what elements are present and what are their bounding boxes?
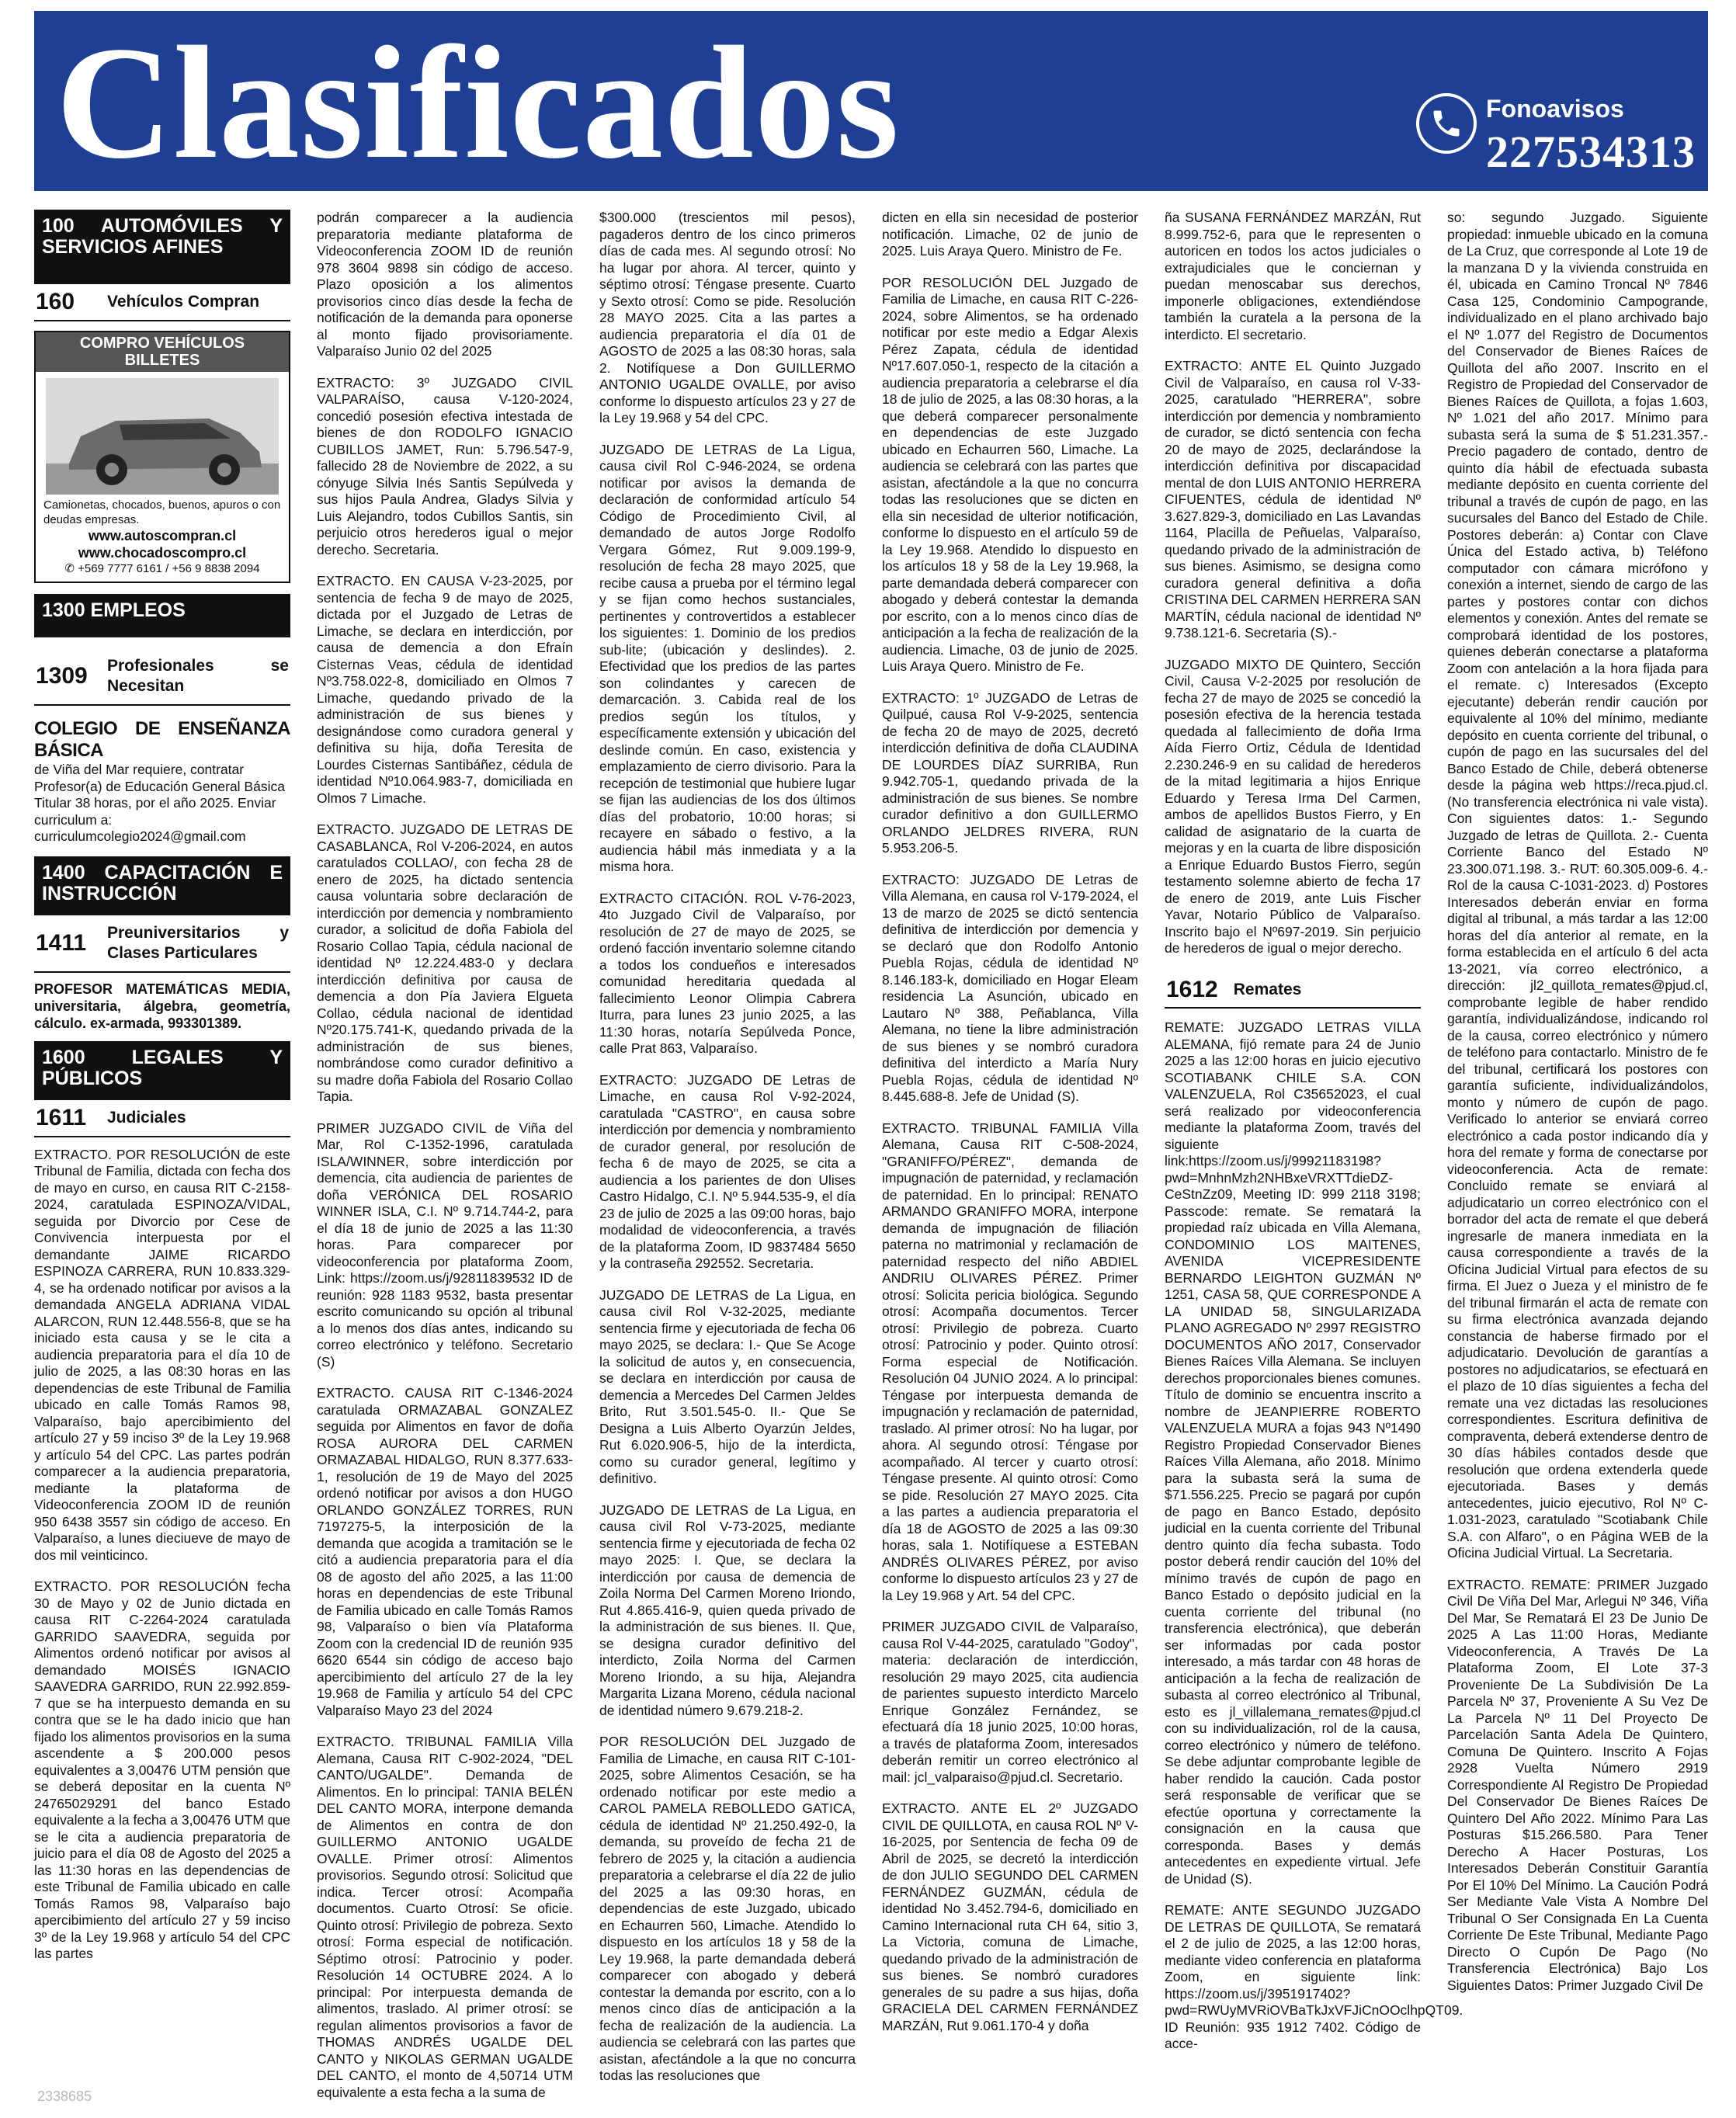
notice-text: EXTRACTO: JUZGADO DE Letras de Limache, en causa Rol V-92-2024, caratulada "CASTRO", en causa sobre interdicción por demencia y nombramiento de curador general, por resolución de fecha 6 de mayo de 2025, se cita a audiencia a los parientes de don Ulises Castro Hidalgo, C.I. Nº 5.944.535-9, el día 23 de julio de 2025 a las 09:00 horas, bajo modalidad de videoconferencia, a través de la plataforma Zoom, ID 9837484 5650 y la contraseña 292552. Secretaria.: [599, 1071, 856, 1271]
notice-text: EXTRACTO: ANTE EL Quinto Juzgado Civil de Valparaíso, en causa rol V-33-2025, caratulado "HERRERA", sobre interdicción por demencia y nombramiento de curador, se dictó sentencia con fecha 20 de mayo de 2025, declarándose la interdicción definitiva por discapacidad mental de don LUIS ANTONIO HERRERA CIFUENTES, cédula de identidad Nº 3.627.829-3, domiciliado en Las Lavandas 1164, Placilla de Peñuelas, Valparaíso, quedando privado de la administración de sus bienes. Asimismo, se designa como curadora general definitiva a doña CRISTINA DEL CARMEN HERRERA SAN MARTÍN, cédula nacional de identidad Nº 9.738.121-6. Secretaria (S).-: [1165, 358, 1421, 641]
column-3: [599, 210, 856, 2082]
notice-text: JUZGADO DE LETRAS de La Ligua, causa civil Rol C-946-2024, se ordena notificar por avisos la demanda de declaración de conformidad artículo 54 Código de Procedimiento Civil, al demandado de autos Jorge Rodolfo Vergara Gómez, Rut 9.009.199-9, resolución de fecha 28 mayo 2025, que recibe causa a prueba por el término legal y se fijan como hechos sustanciales, pertinentes y controvertidos a establecer los siguientes: 1. Dominio de los predios sub-lite; (ubicación y deslindes). 2. Efectividad que los predios de las partes son colindantes y carecen de demarcación. 3. Cabida real de los predios según los títulos, y específicamente extensión y ubicación del deslinde común. En caso, existencia y emplazamiento de cierro divisorio. Para la recepción de testimonial que hubiere lugar se fijan las audiencias de los dos últimos días del probatorio, 10:00 horas; si recayere en sábado o festivo, a la audiencia hábil más inmediata y a la misma hora.: [599, 441, 856, 874]
notice-text: so: segundo Juzgado. Siguiente propiedad: inmueble ubicado en la comuna de La Cruz, que corresponde al Lote 19 de la manzana D y la vivienda construida en él, ubicada en Camino Troncal Nº 7846 Casa 125, Condominio Campogrande, individualizado en el plano archivado bajo el Nº 1.077 del Registro de Documentos del Conservador de Bienes Raíces de Quillota del año 2007. Inscrito en el Registro de Propiedad del Conservador de Bienes Raíces de Quillota, a fojas 1.603, Nº 1.021 del año 2017. Mínimo para subasta será la suma de $ 51.231.357.- Precio pagadero de contado, dentro de quinto día hábil de efectuada subasta mediante depósito en cuenta corriente del tribunal a través de cupón de pago, en las sucursales del Banco del Estado de Chile. Postores deberán: a) Contar con Clave Única del Estado activa, b) Teléfono computador con cámara micrófono y conexión a internet, siendo de cargo de las partes y postores contar con dichos elementos y conexión. Antes del remate se comprobará identidad de los postores, quienes deberán conectarse a plataforma Zoom con antelación a la hora fijada para el remate. c) Interesados (Excepto ejecutante) deberán rendir caución por equivalente al 10% del mínimo, mediante depósito en cuenta corriente del tribunal, o cupón de pago en las sucursales del del Banco Estado de Chile, deberá obtenerse desde la página web https://reca.pjud.cl. (No transferencia electrónica ni vale vista). Con siguientes datos: 1.- Segundo Juzgado de letras de Quillota. 2.- Cuenta Corriente Banco del Estado Nº 23.300.071.198. 3.- RUT: 60.305.009-6. 4.- Rol de la causa C-1031-2023. d) Postores Interesados deberán enviar en forma digital al tribunal, a más tardar a las 12:00 horas del día anterior al remate, en la forma establecida en el artículo 6 del acta 13-2021, vía correo electrónico, a dirección: jl2_quillota_remates@pjud.cl, comprobante legible de haber rendido garantía, individualizándose, indicando rol de la causa, correo electrónico y número de teléfono para contactarlo. Ministro de fe del tribunal, certificará los postores con garantía suficiente, individualizándolos, monto y número de cupón de pago. Verificado lo anterior se enviará correo electrónico a cada postor indicando día y hora del remate y forma de conectarse por videoconferencia. Acta de remate: Concluido remate se enviará al adjudicatario un correo electrónico con el borrador del acta de remate el que deberá ingresarle de manera inmediata en la causa correspondiente a través de la Oficina Judicial Virtual para efectos de su firma. El Juez o Jueza y el ministro de fe del tribunal firmarán el acta de remate con su firma electrónica avanzada dejando constancia de haberse firmado por el adjudicatario. Devolución de garantías a postores no adjudicatarios, se efectuará en el plazo de 10 días siguientes a fecha del remate una vez dictadas las resoluciones correspondientes. Escritura definitiva de compraventa, deberá extenderse dentro de 30 días hábiles contados desde que resolución que ordena extenderla quede ejecutoriada. Bases y demás antecedentes, juicio ejecutivo, Rol Nº C-1.031-2023, caratulado "Scotiabank Chile S.A. con Alfaro", o en Página WEB de la Oficina Judicial Virtual. La Secretaria.: [1447, 210, 1708, 1561]
column-5: [1165, 210, 1463, 2082]
notice-text: EXTRACTO. POR RESOLUCIÓN fecha 30 de Mayo y 02 de Junio dictada en causa RIT C-2264-2024 caratulada GARRIDO SAAVEDRA, seguida por Alimentos ordenó notificar por avisos al demandado MOISÉS IGNACIO SAAVEDRA GARRIDO, RUN 22.992.859-7 que se ha interpuesto demanda en su contra que se le ha dado inicio que han fijado los alimentos provisorios en la suma ascendente a $ 200.000 pesos equivalentes a 3,00476 UTM pensión que se deberá depositar en la cuenta Nº 24765029291 del banco Estado equivalente a la fecha a 3,00476 UTM que se le cita a audiencia preparatoria de juicio para el día 08 de Agosto del 2025 a las 11:30 horas en las dependencias de este Tribunal de Familia ubicado en calle Tomás Ramos 98, Valparaíso bajo apercibimiento del artículo 27 y 59 inciso 3º de la Ley 19.968 y artículo 54 del CPC las partes: [34, 1578, 290, 1961]
subsection-number: 1411: [36, 929, 87, 956]
ad-caption: Camionetas, chocados, buenos, apuros o con deudas empresas.: [43, 498, 281, 526]
subsection-1309: [34, 648, 290, 706]
notice-text: REMATE: ANTE SEGUNDO JUZGADO DE LETRAS DE QUILLOTA, Se rematará el 2 de julio de 2025, a las 12:00 horas, mediante video conferencia en plataforma Zoom, en siguiente link: https://zoom.us/j/3951917402?pwd=RWUyMVRiOVBaTkJxVFJiCnOOclhpQT09. ID Reunión: 935 1912 7402. Código de acce-: [1165, 1902, 1463, 2051]
notice-text: JUZGADO DE LETRAS de La Ligua, en causa civil Rol V-32-2025, mediante sentencia firme y ejecutoriada de fecha 06 mayo 2025, se declara: I.- Que Se Acoge la solicitud de autos y, en consecuencia, se declara en interdicción por causa de demencia a Mercedes Del Carmen Jeldes Brito, Rut 3.501.545-0. II.- Que Se Designa a Luis Alberto Oyarzún Jeldes, Rut 6.020.906-5, hijo de la interdicta, como su curador general, legítimo y definitivo.: [599, 1286, 856, 1486]
subsection-label: Preuniversitarios y Clases Particulares: [107, 923, 289, 962]
notice-text: EXTRACTO. JUZGADO DE LETRAS DE CASABLANCA, Rol V-206-2024, en autos caratulados COLLAO/, con fecha 28 de enero de 2025, ha dictado sentencia causa voluntaria sobre declaración de interdicción por demencia y nombramiento curador, a solicitud de doña Fabiola del Rosario Collao Tapia, cédula nacional de identidad Nº 12.224.483-0 y declara interdicción definitiva por causa de demencia a don Pía Javiera Elgueta Collao, cédula nacional de identidad Nº20.175.741-K, quedando privada de la administración de sus bienes, nombrándose como curador definitivo a su madre doña Fabiola del Rosario Collao Tapia.: [317, 821, 573, 1104]
notice-text: EXTRACTO: 3º JUZGADO CIVIL VALPARAÍSO, causa V-120-2024, concedió posesión efectiva intestada de bienes de don RODOLFO IGNACIO CUBILLOS JAMET, Run: 5.796.547-9, fallecido 28 de Noviembre de 2022, a su cónyuge Silvia Inés Santis Sepúlveda y sus hijos Paula Andrea, Gladys Silvia y Luis Alejandro, todos Cubillos Santis, sin perjuicio otros herederos igual o mejor derecho. Secretaria.: [317, 374, 573, 557]
notice-text: EXTRACTO: 1º JUZGADO de Letras de Quilpué, causa Rol V-9-2025, sentencia de fecha 20 de mayo de 2025, decretó interdicción definitiva de doña CLAUDINA DE LOURDES DÍAZ SURRIBA, Run 9.942.705-1, quedando privada de la administración de sus bienes. Se nombre curador definitivo a don GUILLERMO ORLANDO JELDRES RIVERA, RUN 5.953.206-5.: [882, 689, 1138, 856]
section-1600-header: 1600 LEGALES Y PÚBLICOS: [34, 1041, 290, 1100]
notice-text: podrán comparecer a la audiencia preparatoria mediante plataforma de Videoconferencia ZOOM ID de reunión 978 3604 9898 sin código de acceso. Plazo oposición a los alimentos provisorios cinco días desde la fecha de notificación de la demanda para oponerse al monto fijado provisoriamente. Valparaíso Junio 02 del 2025: [317, 210, 573, 359]
subsection-1411: [34, 915, 290, 973]
column-1: [34, 210, 290, 2082]
ad-colegio-headline: COLEGIO DE ENSEÑANZA BÁSICA: [34, 718, 290, 761]
fonoavisos-number[interactable]: 227534313: [1486, 127, 1696, 177]
notice-text: EXTRACTO. POR RESOLUCIÓN de este Tribunal de Familia, dictada con fecha dos de mayo en curso, en causa RIT C-2158-2024, caratulada ESPINOZA/VIDAL, seguida por Divorcio por Cese de Convivencia interpuesta por el demandante JAIME RICARDO ESPINOZA CARRERA, RUN 10.833.329-4, se ha ordenado notificar por avisos a la demandada ANGELA ADRIANA VIDAL ALARCON, RUN 12.448.556-8, que se ha iniciado esta causa y se le cita a audiencia preparatoria para el día 10 de julio de 2025, a las 08:30 horas en las dependencias de este Tribunal de Familia ubicado en calle Tomás Ramos 98, Valparaíso, bajo apercibimiento del artículo 27 y 59 inciso 3º de la Ley 19.968 y artículo 54 del CPC. Las partes podrán comparecer a la audiencia preparatoria, mediante la plataforma de Videoconferencia ZOOM ID de reunión 950 6438 3557 sin código de acceso. En Valparaíso, a lunes dieciueve de mayo de dos mil veinticinco.: [34, 1146, 290, 1563]
ad-profesor: PROFESOR MATEMÁTICAS MEDIA, universitaria, álgebra, geometría, cálculo. ex-armada, 993301389.: [34, 981, 290, 1031]
notice-text: ña SUSANA FERNÁNDEZ MARZÁN, Rut 8.999.752-6, para que le representen o autoricen en todos los actos judiciales o extrajudiciales que le conciernan y puedan menoscabar sus derechos, imponerle obligaciones, extendiéndose también la curatela a la persona de la interdicto. El secretario.: [1165, 210, 1421, 342]
notice-text: PRIMER JUZGADO CIVIL de Valparaíso, causa Rol V-44-2025, caratulado "Godoy", materia: declaración de interdicción, resolución 29 mayo 2025, cita audiencia de parientes supuesto interdicto Marcelo Enrique González Fernández, se efectuará día 18 junio 2025, 10:00 horas, a través de plataforma Zoom, interesados deberán remitir un correo electrónico al mail: jcl_valparaiso@pjud.cl. Secretario.: [882, 1619, 1138, 1785]
column-6: [1447, 210, 1708, 2082]
notice-text: PRIMER JUZGADO CIVIL de Viña del Mar, Rol C-1352-1996, caratulada ISLA/WINNER, sobre interdicción por demencia, cita audiencia de parientes de doña VERÓNICA DEL ROSARIO WINNER ISLA, C.I. Nº 9.714.744-2, para el día 18 de junio de 2025 a las 11:30 horas. Para comparecer por videoconferencia por plataforma Zoom, Link: https://zoom.us/j/92811839532 ID de reunión: 928 1183 9532, basta presentar escrito comunicando su opción al tribunal a lo menos dos días antes, indicando su correo electrónico y teléfono. Secretario (S): [317, 1120, 573, 1370]
subsection-label: Judiciales: [107, 1108, 186, 1127]
ad-phones: ✆ +569 7777 6161 / +56 9 8838 2094: [64, 562, 260, 575]
subsection-1612: [1165, 972, 1421, 1009]
page-title: Clasificados: [56, 13, 900, 192]
section-100-header: 100 AUTOMÓVILES Y SERVICIOS AFINES: [34, 210, 290, 284]
section-1400-header: 1400 CAPACITACIÓN E INSTRUCCIÓN: [34, 856, 290, 915]
page-id-watermark: 2338685: [37, 2088, 92, 2104]
subsection-number: 1611: [36, 1104, 87, 1130]
notice-text: $300.000 (trescientos mil pesos), pagaderos dentro de los cinco primeros días de cada mes. Al segundo otrosí: No ha lugar por ahora. Al tercer, quinto y séptimo otrosí: Téngase presente. Cuarto y Sexto otrosí: Como se pide. Resolución 28 MAYO 2025. Cita a las partes a audiencia preparatoria el día 01 de AGOSTO de 2025 a las 08:30 horas, sala 2. Notifíquese a Don GUILLERMO ANTONIO UGALDE OVALLE, por aviso conforme lo dispuesto artículos 23 y 27 de la Ley 19.968 y 54 del CPC.: [599, 210, 856, 425]
section-1300-header: 1300 EMPLEOS: [34, 594, 290, 637]
notice-text: EXTRACTO: JUZGADO DE Letras de Villa Alemana, en causa rol V-179-2024, el 13 de marzo de 2025 se dictó sentencia definitiva de interdicción por demencia y se declaró que don Rodolfo Antonio Puebla Rojas, cédula de identidad Nº 8.146.183-k, domiciliado en Hogar Eleam residencia La Asunción, ubicado en Lautaro Nº 388, Peñablanca, Villa Alemana, no tiene la libre administración de sus bienes y se nombró curadora definitiva del interdicto a María Nury Puebla Rojas, cédula de identidad Nº 8.445.688-8. Jefe de Unidad (S).: [882, 871, 1138, 1104]
phone-icon: [1416, 93, 1477, 154]
notice-text: EXTRACTO. CAUSA RIT C-1346-2024 caratulada ORMAZABAL GONZALEZ seguida por Alimentos en favor de doña ROSA AURORA DEL CARMEN ORMAZABAL HIDALGO, RUN 8.377.633-1, resolución de 19 de Mayo del 2025 ordenó notificar por avisos a don HUGO ORLANDO GONZÁLEZ TORRES, RUN 7197275-5, la interposición de la demanda que acogida a tramitación se le citó a audiencia preparatoria para el día 08 de agosto del año 2025, a las 11:00 horas en dependencias de este Tribunal de Familia ubicado en calle Tomás Ramos 98, Valparaíso o bien vía Plataforma Zoom con la credencial ID de reunión 935 6620 6544 sin código de acceso bajo apercibimiento del artículo 27 de la ley 19.968 de Familia y artículo 54 del CPC Valparaíso Mayo 23 del 2024: [317, 1385, 573, 1718]
subsection-number: 1309: [36, 663, 88, 689]
subsection-number: 1612: [1166, 976, 1218, 1002]
notice-text: REMATE: JUZGADO LETRAS VILLA ALEMANA, fijó remate para 24 de Junio 2025 a las 12:00 horas en juicio ejecutivo SCOTIABANK CHILE S.A. CON VALENZUELA, Rol C35652023, el cual será realizado por videoconferencia mediante la plataforma Zoom, través del siguiente link:https://zoom.us/j/99921183198?pwd=MnhnMzh2NHBxeVRXTTdieDZ-CeStnZz09, Meeting ID: 999 2118 3198; Passcode: remate. Se rematará la propiedad raíz ubicada en Villa Alemana, CONDOMINIO LOS MAITENES, AVENIDA VICEPRESIDENTE BERNARDO LEIGHTON GUZMÁN Nº 1251, CASA 58, QUE CORRESPONDE A LA UNIDAD 58, SINGULARIZADA PLANO AGREGADO Nº 2997 REGISTRO DOCUMENTOS AÑO 2017, Conservador Bienes Raíces Villa Alemana. Se incluyen derechos proporcionales bienes comunes. Título de dominio se encuentra inscrito a nombre de JEANPIERRE ROBERTO VALENZUELA MURA a fojas 943 Nº1490 Registro Propiedad Conservador Bienes Raíces Villa Alemana, año 2018. Mínimo para la subasta será la suma de $71.556.225. Precio se pagará por cupón de pago en Banco Estado, depósito judicial en la cuenta corriente del Tribunal dentro quinto día fecha subasta. Todo postor deberá rendir caución del 10% del mínimo través de cupón de pago en Banco Estado o depósito judicial en la cuenta corriente del tribunal (no transferencia electrónica), que deberán ser informadas por cada postor interesado, a más tardar con 48 horas de anticipación a la fecha de realización de subasta al correo electrónico al Tribunal, esto es jl_villalemana_remates@pjud.cl con su individualización, rol de la causa, correo electrónico y número de teléfono. Se debe adjuntar comprobante legible de haber rendido la caución. Cada postor será responsable de verificar que se efectúe oportuna y correctamente la consignación en la causa que corresponda. Bases y demás antecedentes en expediente virtual. Jefe de Unidad (S).: [1165, 1019, 1421, 1887]
notice-text: EXTRACTO. TRIBUNAL FAMILIA Villa Alemana, Causa RIT C-902-2024, "DEL CANTO/UGALDE". Demanda de Alimentos. En lo principal: TANIA BELÉN DEL CANTO MORA, interpone demanda de Alimentos en contra de don GUILLERMO ANTONIO UGALDE OVALLE. Primer otrosí: Alimentos provisorios. Segundo otrosí: Solicitud que indica. Tercer otrosí: Acompaña documentos. Cuarto Otrosí: Se oficie. Quinto otrosí: Privilegio de pobreza. Sexto otrosí: Forma especial de notificación. Séptimo otrosí: Patrocinio y poder. Resolución 14 OCTUBRE 2024. A lo principal: Por interpuesta demanda de alimentos, traslado. Al primer otrosí: se regulan alimentos provisorios a favor de THOMAS ANDRÉS UGALDE DEL CANTO y NIKOLAS GERMAN UGALDE DEL CANTO, el monto de 4,50714 UTM equivalente a esta fecha a la suma de: [317, 1734, 573, 2100]
ad-website-2[interactable]: www.chocadoscompro.cl: [78, 545, 247, 561]
subsection-label: Profesionales se Necesitan: [107, 657, 289, 695]
notice-text: JUZGADO MIXTO DE Quintero, Sección Civil, Causa V-2-2025 por resolución de fecha 27 de mayo de 2025 se concedió la posesión efectiva de la herencia testada quedada al fallecimiento de doña Irma Aída Fierro Ortiz, Cédula de Identidad 2.230.246-9 en su calidad de herederos de la mitad legitimaria a hijos Enrique Eduardo y Teresa Irma Del Carmen, ambos de apellidos Bustos Fierro, y En calidad de asignatario de la cuarta de mejoras y en la cuarta de libre disposición a Enrique Eduardo Bustos Fierro, según testamento solemne abierto de fecha 17 de enero de 2019, ante Luis Fischer Yavar, Notario Público de Valparaíso. Inscrito bajo el Nº697-2019. Sin perjuicio de herederos de igual o mejor derecho.: [1165, 656, 1421, 956]
column-2: [317, 210, 573, 2100]
ad-website-1[interactable]: www.autoscompran.cl: [88, 528, 237, 543]
notice-text: dicten en ella sin necesidad de posterior notificación. Limache, 02 de junio de 2025. Luis Araya Quero. Ministro de Fe.: [882, 210, 1138, 259]
column-4: [882, 210, 1138, 2082]
ad-compro-vehiculos: [34, 331, 290, 583]
subsection-label: Remates: [1233, 980, 1302, 998]
notice-text: POR RESOLUCIÓN DEL Juzgado de Familia de Limache, en causa RIT C-101-2025, sobre Alimentos Cesación, se ha ordenado notificar por este medio a CAROL PAMELA REBOLLEDO GATICA, cédula de identidad Nº 21.250.492-0, la demanda, su proveído de fecha 21 de febrero de 2025 y, la citación a audiencia preparatoria a celebrarse el día 22 de julio del 2025 a las 09:30 horas, en dependencias de este Juzgado, ubicado en Echaurren 560, Limache. Atendido lo dispuesto en los artículos 18 y 58 de la Ley 19.968, la parte demandada deberá comparecer con abogado y deberá contestar la demanda por escrito, con a lo menos cinco días de anticipación a la fecha de realización de la audiencia. La audiencia se celebrará con las partes que asistan, afectándole a la que no concurra todas las resoluciones que: [599, 1734, 856, 2083]
notice-text: EXTRACTO. EN CAUSA V-23-2025, por sentencia de fecha 9 de mayo de 2025, dictada por el Juzgado de Letras de Limache, se declara en interdicción, por causa de demencia a don Efraín Cisternas Veas, cédula de identidad Nº3.758.022-8, domiciliado en Olmos 7 Limache, quedando privado de la administración de sus bienes y designándose como curadora general y definitiva su hija, doña Teresita de Lourdes Cisternas Santibáñez, cédula de identidad Nº10.064.983-7, domiciliada en Olmos 7 Limache.: [317, 573, 573, 806]
header-banner: [34, 11, 1708, 191]
subsection-number: 160: [36, 289, 75, 315]
subsection-1611: [34, 1100, 290, 1137]
notice-text: POR RESOLUCIÓN DEL Juzgado de Familia de Limache, en causa RIT C-226-2024, sobre Alimentos, se ha ordenado notificar por este medio a Edgar Alexis Pérez Zapata, cédula de identidad Nº17.607.050-1, respecto de la citación a audiencia preparatoria a celebrarse el día 18 de julio de 2025, a las 08:30 horas, a la que deberá comparecer personalmente en dependencias de este Juzgado ubicado en Echaurren 560, Limache. La audiencia se celebrará con las partes que asistan, afectándole a la que no concurra todas las resoluciones que se dicten en ella sin necesidad de ulterior notificación, conforme lo dispuesto en el artículo 59 de la Ley 19.968. Atendido lo dispuesto en los artículos 18 y 58 de la Ley 19.968, la parte demandada deberá comparecer con abogado y deberá contestar la demanda por escrito, con a lo menos cinco días de anticipación a la fecha de realización de la audiencia. Limache, 03 de junio de 2025. Luis Araya Quero. Ministro de Fe.: [882, 274, 1138, 674]
fonoavisos-label: Fonoavisos: [1486, 95, 1624, 123]
subsection-160: [34, 284, 290, 321]
ad-headline: COMPRO VEHÍCULOS BILLETES: [36, 332, 289, 372]
ad-colegio-body: de Viña del Mar requiere, contratar Profesor(a) de Educación General Básica Titular 38 horas, por el año 2025. Enviar curriculum a: curriculumcolegio2024@gmail.com: [34, 762, 285, 844]
notice-text: EXTRACTO. TRIBUNAL FAMILIA Villa Alemana, Causa RIT C-508-2024, "GRANIFFO/PÉREZ", demanda de impugnación de paternidad, y reclamación de paternidad. En lo principal: RENATO ARMANDO GRANIFFO MORA, interpone demanda de impugnación de filiación paterna no matrimonial y reclamación de paternidad respecto del niño ABDIEL ANDRIU OLIVARES PÉREZ. Primer otrosí: Solicita pericia biológica. Segundo otrosí: Acompaña documentos. Tercer otrosí: Privilegio de pobreza. Cuarto otrosí: Patrocinio y poder. Quinto otrosí: Forma especial de Notificación. Resolución 04 JUNIO 2024. A lo principal: Téngase por interpuesta demanda de impugnación y reclamación de paternidad, traslado. Al primer otrosí: No ha lugar, por ahora. Al segundo otrosí: Téngase por acompañado. Al tercer y cuarto otrosí: Téngase presente. Al quinto otrosí: Como se pide. Resolución 27 MAYO 2025. Cita a las partes a audiencia preparatoria el día 18 de AGOSTO de 2025 a las 09:30 horas, sala 1. Notifíquese a ESTEBAN ANDRÉS OLIVARES PÉREZ, por aviso conforme lo dispuesto artículos 23 y 27 de la Ley 19.968 y Art. 54 del CPC.: [882, 1120, 1138, 1603]
notice-text: EXTRACTO CITACIÓN. ROL V-76-2023, 4to Juzgado Civil de Valparaíso, por resolución de 27 de mayo de 2025, se ordenó facción inventario solemne citando a todos los condueños e interesados comunidad hereditaria quedada al fallecimiento Leonor Olimpia Cabrera Iturra, para lunes 23 junio 2025, a las 11:30 horas, notaría Sepúlveda Ponce, calle Prat 863, Valparaíso.: [599, 890, 856, 1056]
notice-text: EXTRACTO. ANTE EL 2º JUZGADO CIVIL DE QUILLOTA, en causa ROL Nº V-16-2025, por Sentencia de fecha 09 de Abril de 2025, se decretó la interdicción de don JULIO SEGUNDO DEL CARMEN FERNÁNDEZ GUZMÁN, cédula de identidad No 3.452.794-6, domiciliado en Camino Internacional ruta CH 64, sitio 3, La Victoria, comuna de Limache, quedando privado de la administración de sus bienes. Se nombró curadores generales de su padre a sus hijas, doña GRACIELA DEL CARMEN FERNÁNDEZ MARZÁN, Rut 9.061.170-4 y doña: [882, 1800, 1138, 2033]
notice-text: EXTRACTO. REMATE: PRIMER Juzgado Civil De Viña Del Mar, Arlegui Nº 346, Viña Del Mar, Se Rematará El 23 De Junio De 2025 A Las 11:00 Horas, Mediante Videoconferencia, A Través De La Plataforma Zoom, El Lote 37-3 Proveniente De La Subdivisión De La Parcela Nº 37, Proveniente A Su Vez De La Parcela Nº 11 Del Proyecto De Parcelación Santa Adela De Quintero, Comuna De Quintero. Inscrito A Fojas 2928 Vuelta Número 2919 Correspondiente Al Registro De Propiedad Del Conservador De Bienes Raíces De Quintero Del Año 2022. Mínimo Para Las Posturas $15.266.580. Para Tener Derecho A Hacer Posturas, Los Interesados Deberán Constituir Garantía Por El 10% Del Mínimo. La Caución Podrá Ser Mediante Vale Vista A Nombre Del Tribunal O Ser Consignada En La Cuenta Corriente De Este Tribunal, Mediante Pago Directo O Cupón De Pago (No Transferencia Electrónica) Bajo Los Siguientes Datos: Primer Juzgado Civil De: [1447, 1576, 1708, 1993]
notice-text: JUZGADO DE LETRAS de La Ligua, en causa civil Rol V-73-2025, mediante sentencia firme y ejecutoriada de fecha 02 mayo 2025: I. Que, se declara la interdicción por causa de demencia de Zoila Norma Del Carmen Moreno Iriondo, Rut 4.865.416-9, quien queda privado de la administración de sus bienes. II. Que, se designa curador definitivo del interdicto, Zoila Norma del Carmen Moreno Iriondo, a su hija, Alejandra Margarita Lizana Moreno, cédula nacional de identidad número 9.679.218-2.: [599, 1502, 856, 1718]
suv-car-image: [46, 378, 279, 495]
subsection-label: Vehículos Compran: [107, 293, 260, 311]
